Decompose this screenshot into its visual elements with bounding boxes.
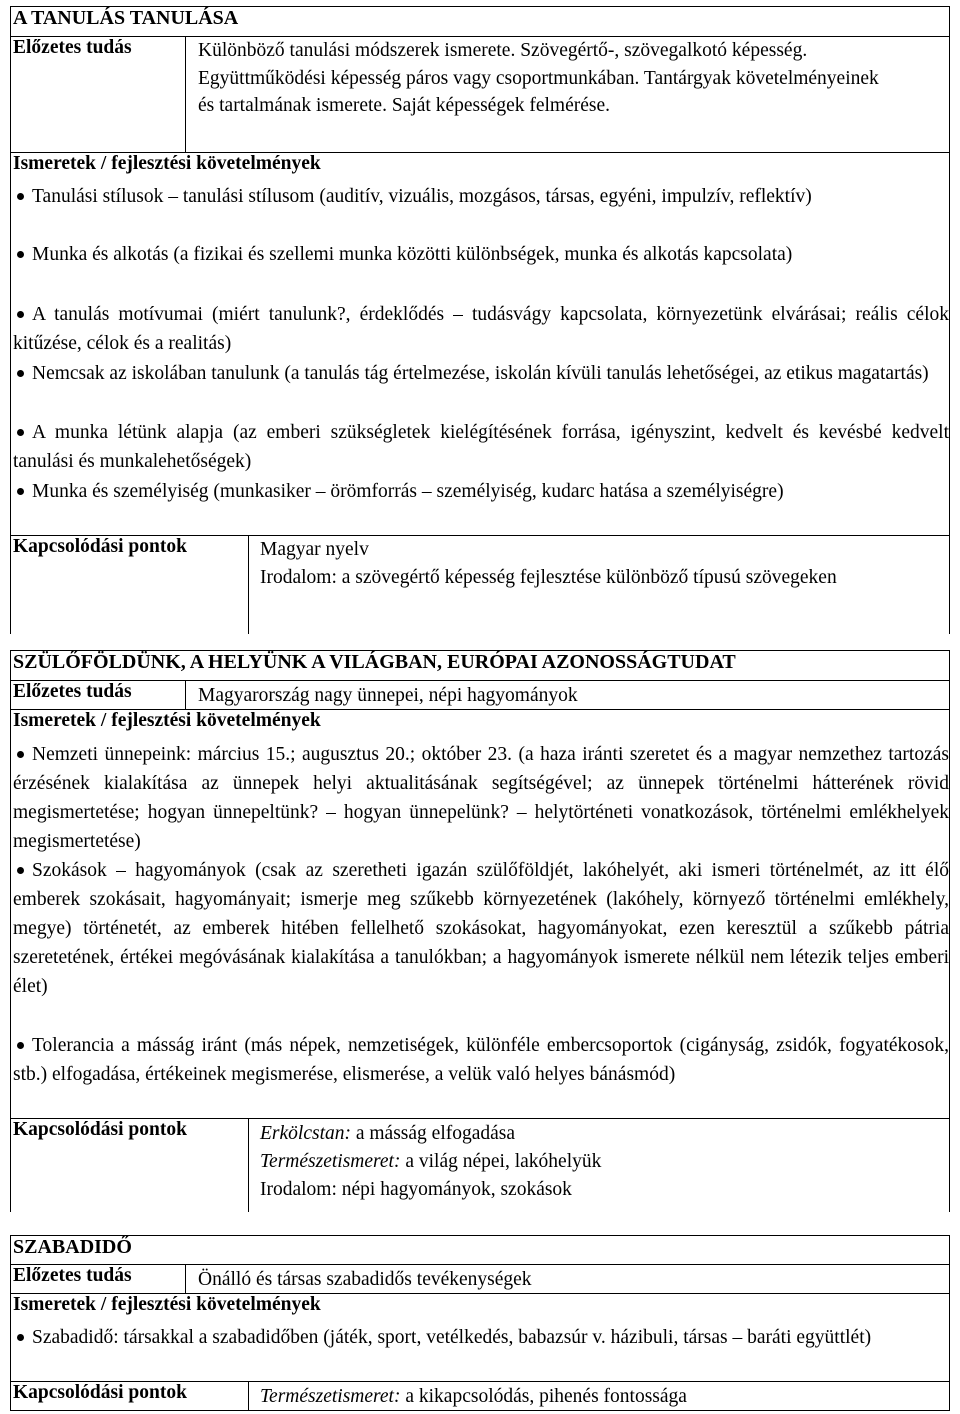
- list-item: Munka és alkotás (a fizikai és szellemi munka közötti különbségek, munka és alkotás kapcsolata): [13, 240, 949, 269]
- list-item: Munka és személyiség (munkasiker – örömforrás – személyiség, kudarc hatása a személyiségre): [13, 477, 949, 506]
- bullet-icon: [17, 1334, 24, 1341]
- cell-separator: [185, 680, 186, 709]
- list-item: A tanulás motívumai (miért tanulunk?, érdeklődés – tudásvágy kapcsolata, környezetünk elvárásai; reális célok kitűzése, célok és a realitás): [13, 304, 949, 354]
- links-label: Kapcsolódási pontok: [13, 536, 187, 557]
- list-item: Szabadidő: társakkal a szabadidőben (játék, sport, vetélkedés, babazsúr v. házibuli, társas – baráti együttlét): [13, 1323, 949, 1352]
- bullet-icon: [17, 488, 24, 495]
- section-title: A TANULÁS TANULÁSA: [13, 7, 239, 29]
- list-item: Tanulási stílusok – tanulási stílusom (auditív, vizuális, mozgásos, társas, egyéni, impulzív, reflektív): [13, 182, 949, 211]
- cell-separator: [185, 1264, 186, 1293]
- prior-knowledge-text: Magyarország nagy ünnepei, népi hagyományok: [198, 685, 578, 706]
- bullet-icon: [17, 1042, 24, 1049]
- cell-separator: [248, 1381, 249, 1411]
- bullet-icon: [17, 867, 24, 874]
- list-item: Nemcsak az iskolában tanulunk (a tanulás tág értelmezése, iskolán kívüli tanulás lehetőségei, az etikus magatartás): [13, 359, 949, 388]
- requirements-label: Ismeretek / fejlesztési követelmények: [13, 153, 321, 174]
- list-item: Nemzeti ünnepeink: március 15.; augusztus 20.; október 23. (a haza iránti szeretet és a magyar nemzethez tartozás érzésének kialakítása az ünnepek helyi aktualitásának segítségével; az ünnepek történelmi hátterének rövid megismertetése; hogyan ünnepeltünk? – hogyan ünnepelünk? – helytörténeti vonatkozások, történelmi emlékhelyek megismertetése): [13, 744, 949, 852]
- bullet-icon: [17, 751, 24, 758]
- link-item: Természetismeret: a világ népei, lakóhelyük: [260, 1151, 602, 1172]
- bullet-icon: [17, 251, 24, 258]
- link-item: Irodalom: népi hagyományok, szokások: [260, 1179, 572, 1200]
- list-item: Szokások – hagyományok (csak az szeretheti igazán szülőföldjét, lakóhelyét, aki ismeri történelmét, az itt élő emberek szokásait, hagyományait; ismerje meg szűkebb környezetének (lakóhely, környező történelmi emlékhely, megye) történetét, az emberek hitében fellelhető szokásokat, hagyományokat, ezen keresztül a szűkebb pátria szeretetének, értékei megóvásának kialakítása a tanulókban; a hagyományok ismerete nélkül nem létezik teljes emberi élet): [13, 860, 949, 997]
- link-item: Irodalom: a szövegértő képesség fejlesztése különböző típusú szövegeken: [260, 567, 837, 588]
- prior-knowledge-label: Előzetes tudás: [13, 1265, 132, 1286]
- requirements-label: Ismeretek / fejlesztési követelmények: [13, 710, 321, 731]
- prior-knowledge-label: Előzetes tudás: [13, 37, 132, 58]
- prior-knowledge-text: Különböző tanulási módszerek ismerete. Szövegértő-, szövegalkotó képesség. Együttműködési képesség páros vagy csoportmunkában. Tantárgyak követelményeinek és tartalmának ismerete. Saját képességek felmérése.: [198, 40, 879, 116]
- bullet-icon: [17, 429, 24, 436]
- link-item: Magyar nyelv: [260, 539, 369, 560]
- bullet-icon: [17, 370, 24, 377]
- links-label: Kapcsolódási pontok: [13, 1119, 187, 1140]
- links-label: Kapcsolódási pontok: [13, 1382, 187, 1403]
- prior-knowledge-label: Előzetes tudás: [13, 681, 132, 702]
- requirements-label: Ismeretek / fejlesztési követelmények: [13, 1294, 321, 1315]
- list-item: A munka létünk alapja (az emberi szükségletek kielégítésének forrása, igényszint, kedvelt és kevésbé kedvelt tanulási és munkalehetőségek): [13, 422, 949, 472]
- link-item: Természetismeret: a kikapcsolódás, pihenés fontossága: [260, 1386, 687, 1407]
- list-item: Tolerancia a másság iránt (más népek, nemzetiségek, különféle embercsoportok (cigányság, zsidók, fogyatékosok, stb.) elfogadása, értékeinek megismerése, elismerése, a velük való helyes bánásmód): [13, 1035, 949, 1085]
- cell-separator: [248, 535, 249, 634]
- section-title: SZABADIDŐ: [13, 1236, 132, 1258]
- bullet-icon: [17, 193, 24, 200]
- cell-separator: [185, 36, 186, 152]
- link-item: Erkölcstan: a másság elfogadása: [260, 1123, 516, 1144]
- cell-separator: [248, 1118, 249, 1212]
- prior-knowledge-text: Önálló és társas szabadidős tevékenységek: [198, 1269, 532, 1290]
- bullet-icon: [17, 311, 24, 318]
- section-title: SZÜLŐFÖLDÜNK, A HELYÜNK A VILÁGBAN, EURÓPAI AZONOSSÁGTUDAT: [13, 651, 736, 673]
